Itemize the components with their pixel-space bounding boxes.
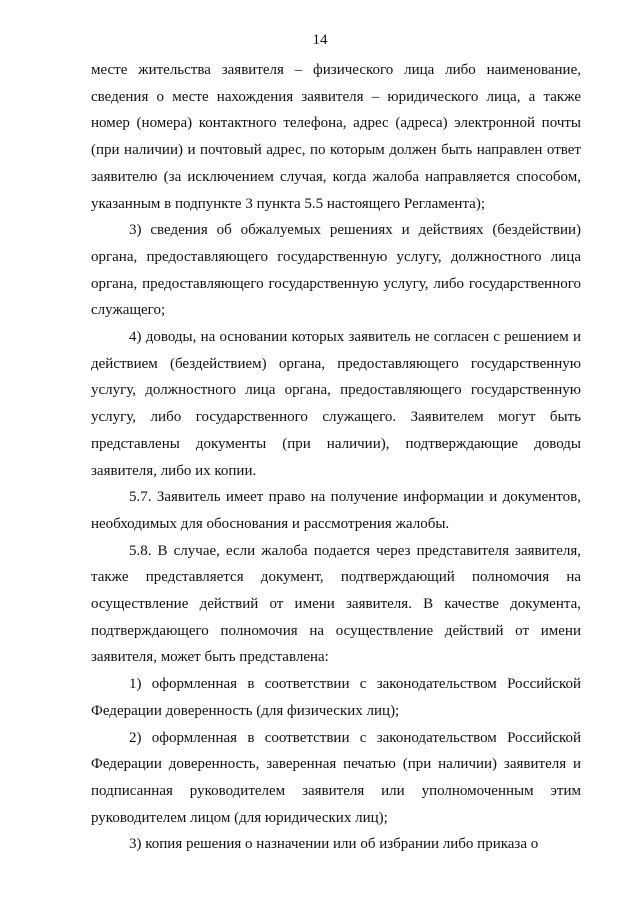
paragraph-contact-details: месте жительства заявителя – физического лица либо наименование, сведения о месте нахождения заявителя – юридического лица, а также номер (номера) контактного телефона, адрес (адреса) электронной почты (при наличии) и почтовый адрес, по которым должен быть направлен ответ заявителю (за исключением случая, когда жалоба направляется способом, указанным в подпункте 3 пункта 5.5 настоящего Регламента); (91, 62, 581, 212)
paragraph-subitem-2: 2) оформленная в соответствии с законодательством Российской Федерации доверенность, заверенная печатью (при наличии) заявителя и подписанная руководителем заявителя или уполномоченным этим руководителем лицом (для юридических лиц); (91, 729, 581, 826)
paragraph-section-5-8: 5.8. В случае, если жалоба подается через представителя заявителя, также представляется документ, подтверждающий полномочия на осуществление действий от имени заявителя. В качестве документа, подтверждающего полномочия на осуществление действий от имени заявителя, может быть представлена: (91, 542, 581, 666)
paragraph-section-5-7: 5.7. Заявитель имеет право на получение информации и документов, необходимых для обоснования и рассмотрения жалобы. (91, 489, 581, 532)
paragraph-item-3: 3) сведения об обжалуемых решениях и действиях (бездействии) органа, предоставляющего государственную услугу, должностного лица органа, предоставляющего государственную услугу, либо государственного служащего; (91, 222, 581, 319)
page-number: 14 (312, 32, 328, 48)
document-body (91, 57, 581, 858)
paragraph-subitem-1: 1) оформленная в соответствии с законодательством Российской Федерации доверенность (для физических лиц); (91, 676, 581, 719)
paragraph-item-4: 4) доводы, на основании которых заявитель не согласен с решением и действием (бездействием) органа, предоставляющего государственную услугу, должностного лица органа, предоставляющего государственную услугу, либо государственного служащего. Заявителем могут быть представлены документы (при наличии), подтверждающие доводы заявителя, либо их копии. (91, 329, 581, 479)
paragraph-subitem-3: 3) копия решения о назначении или об избрании либо приказа о (129, 836, 539, 853)
